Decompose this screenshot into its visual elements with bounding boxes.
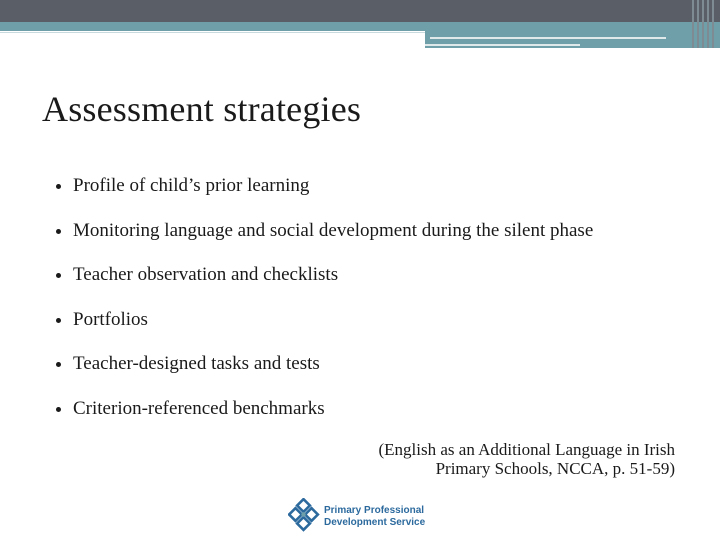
bullet-text: Profile of child’s prior learning — [73, 175, 310, 196]
ppds-logo — [288, 498, 438, 536]
bullet-dot-icon — [56, 184, 61, 189]
header-dark-bar — [0, 0, 720, 22]
bullet-dot-icon — [56, 318, 61, 323]
header-stripe — [712, 0, 714, 48]
header-teal-bar — [0, 22, 720, 31]
bullet-dot-icon — [56, 362, 61, 367]
header-accent-line — [430, 37, 666, 39]
header-stripe — [692, 0, 694, 48]
bullet-item — [56, 217, 593, 262]
bullet-text: Portfolios — [73, 308, 148, 330]
citation-line: (English as an Additional Language in Irish — [378, 440, 675, 459]
header-stripe — [707, 0, 709, 48]
bullet-dot-icon — [56, 229, 61, 234]
header-band — [0, 0, 720, 30]
bullet-dot-icon — [56, 407, 61, 412]
bullet-text: Teacher observation and checklists — [73, 264, 339, 286]
bullet-item — [56, 306, 593, 351]
logo-line: Development Service — [324, 517, 426, 528]
slide-title: Assessment strategies — [42, 89, 362, 129]
ppds-diamond-logo-icon — [288, 498, 322, 536]
citation-line: Primary Schools, NCCA, p. 51-59) — [435, 459, 675, 478]
logo-text — [324, 505, 425, 529]
bullet-text: Monitoring language and social development during the silent phase — [73, 219, 594, 241]
bullet-item — [56, 395, 593, 440]
bullet-text: Teacher-designed tasks and tests — [73, 353, 320, 375]
header-accent-line — [425, 44, 580, 46]
bullet-item — [56, 350, 593, 395]
bullet-list — [56, 172, 593, 440]
bullet-item — [56, 172, 593, 217]
logo-line: Primary Professional — [324, 505, 425, 516]
citation — [379, 440, 676, 478]
bullet-text: Criterion-referenced benchmarks — [73, 397, 325, 419]
bullet-dot-icon — [56, 273, 61, 278]
bullet-item — [56, 261, 593, 306]
header-stripe — [697, 0, 699, 48]
header-stripe — [702, 0, 704, 48]
header-accent-line — [0, 32, 425, 33]
